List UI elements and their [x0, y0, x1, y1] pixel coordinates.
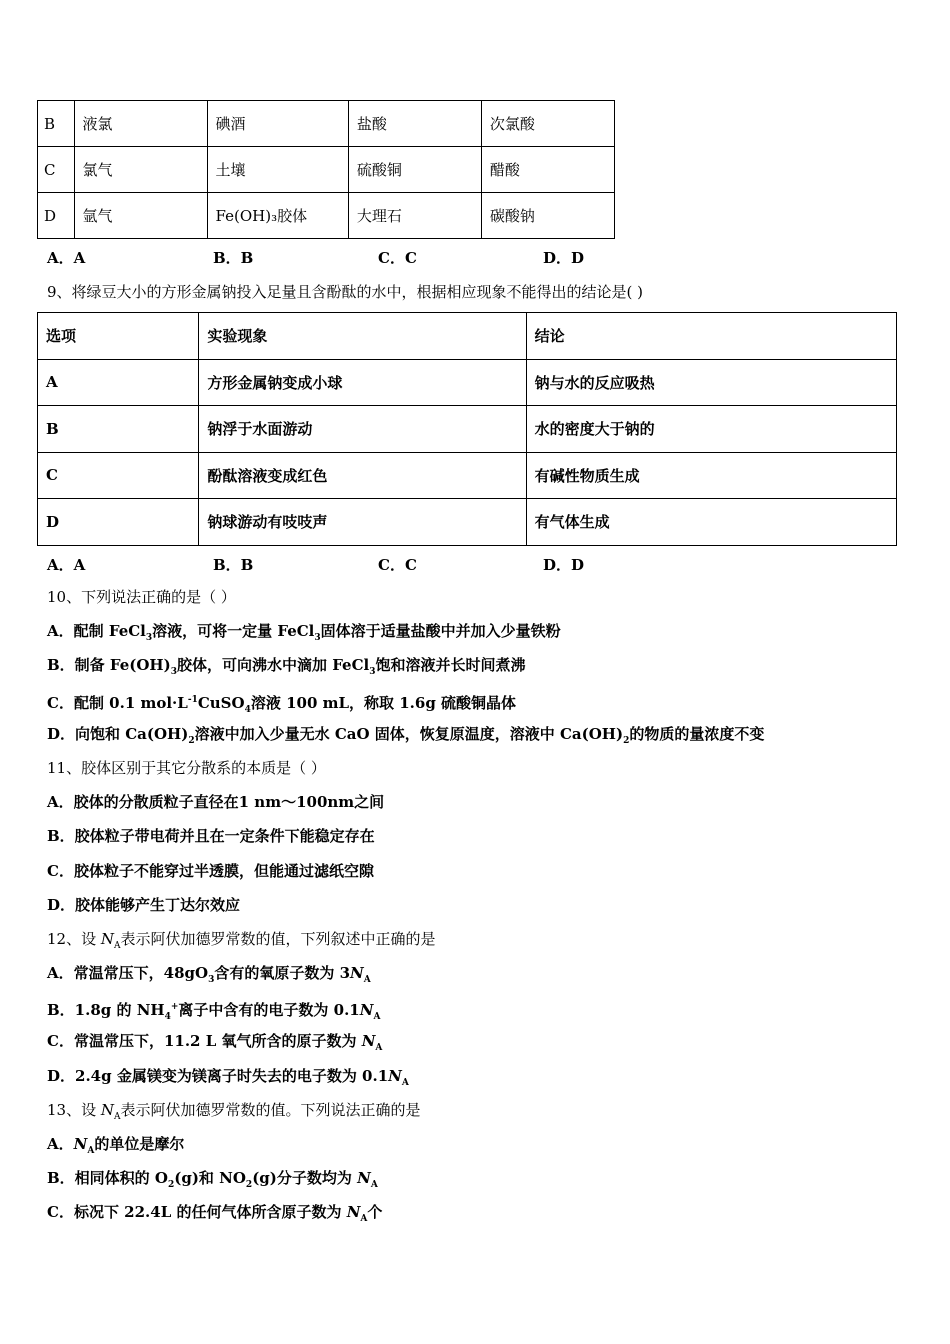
text-segment: 固体溶于适量盐酸中并加入少量铁粉 [320, 622, 561, 641]
table-row [38, 452, 897, 499]
q9-option-a: A．A [47, 556, 86, 574]
table-cell: C [38, 147, 75, 193]
table-cell: 方形金属钠变成小球 [199, 359, 526, 406]
text-segment: C．胶体粒子不能穿过半透膜，但能通过滤纸空隙 [47, 861, 374, 880]
text-segment: 个 [367, 1203, 383, 1222]
question-line [47, 995, 927, 1029]
question-line [47, 688, 927, 722]
table-row [38, 193, 615, 239]
text-segment: C．常温常压下，11.2 L 氧气所含的原子数为 [47, 1032, 362, 1051]
text-segment: 2 [188, 735, 195, 746]
text-segment: 离子中含有的电子数为 0.1 [178, 1001, 360, 1020]
text-segment: A [113, 1111, 121, 1122]
table-cell: 氯气 [74, 147, 207, 193]
text-segment: 13、设 [47, 1100, 101, 1119]
table-header-cell: 结论 [526, 313, 896, 360]
text-segment: A．胶体的分散质粒子直径在1 nm～100nm之间 [47, 793, 385, 812]
table-cell: 碘酒 [207, 101, 348, 147]
table-cell: 钠浮于水面游动 [199, 406, 526, 453]
table-cell: C [38, 452, 199, 499]
text-segment: 溶液 100 mL，称取 1.6g 硫酸铜晶体 [250, 693, 517, 712]
question-line [47, 653, 927, 687]
text-segment: A [401, 1077, 409, 1088]
question-lines [47, 585, 927, 1235]
text-segment: 的单位是摩尔 [94, 1135, 185, 1153]
question-line [47, 961, 927, 995]
table-cell: 酚酞溶液变成红色 [199, 452, 526, 499]
text-segment: 12、设 [47, 929, 101, 948]
text-segment: N [100, 929, 114, 948]
text-segment: 饱和溶液并长时间煮沸 [375, 656, 526, 675]
text-segment: N [73, 1135, 88, 1153]
q9-table [37, 312, 897, 546]
text-segment: B．胶体粒子带电荷并且在一定条件下能稳定存在 [47, 827, 375, 846]
text-segment: A [370, 1180, 378, 1191]
table-cell: B [38, 101, 75, 147]
text-segment: C．标况下 22.4L 的任何气体所含原子数为 [47, 1203, 347, 1222]
table-cell: 水的密度大于钠的 [526, 406, 896, 453]
q9-option-d: D．D [543, 556, 585, 574]
q8-option-a: A．A [47, 249, 86, 267]
table-cell: 醋酸 [481, 147, 614, 193]
text-segment: N [350, 964, 364, 983]
q8-option-d: D．D [543, 249, 585, 267]
text-segment: B．制备 Fe(OH) [47, 656, 171, 675]
text-segment: A [363, 975, 371, 986]
text-segment: 的物质的量浓度不变 [629, 724, 765, 743]
question-line [47, 927, 927, 961]
question-line [47, 1098, 927, 1132]
q8-table [37, 100, 615, 239]
text-segment: N [357, 1169, 371, 1188]
table-cell: 氩气 [74, 193, 207, 239]
table-header-cell: 实验现象 [199, 313, 526, 360]
text-segment: A [87, 1146, 95, 1156]
q9-stem: 9、将绿豆大小的方形金属钠投入足量且含酚酞的水中，根据相应现象不能得出的结论是( ) [47, 283, 644, 301]
question-line [47, 859, 927, 893]
text-segment: 溶液中加入少量无水 CaO 固体，恢复原温度，溶液中 Ca(OH) [194, 724, 624, 743]
text-segment: 3 [145, 633, 153, 644]
text-segment: 10、下列说法正确的是（ ） [47, 588, 236, 606]
question-line [47, 619, 927, 653]
table-cell: 土壤 [207, 147, 348, 193]
text-segment: D．向饱和 Ca(OH) [47, 724, 189, 743]
question-line [47, 1064, 927, 1098]
table-cell: 硫酸铜 [348, 147, 481, 193]
question-line [47, 1132, 927, 1166]
text-segment: N [346, 1203, 361, 1222]
text-segment: N [361, 1032, 376, 1051]
table-cell: Fe(OH)₃胶体 [207, 193, 348, 239]
text-segment: 4 [164, 1012, 171, 1023]
table-cell: 钠与水的反应吸热 [526, 359, 896, 406]
table-header-cell: 选项 [38, 313, 199, 360]
text-segment: -1 [187, 694, 198, 705]
q9-option-b: B．B [213, 556, 254, 574]
question-line [47, 1029, 927, 1063]
question-line [47, 1200, 927, 1234]
text-segment: A [360, 1214, 368, 1225]
question-line [47, 1166, 927, 1200]
text-segment: B．相同体积的 O [47, 1169, 168, 1188]
question-line [47, 585, 927, 619]
table-cell: D [38, 193, 75, 239]
text-segment: 2 [167, 1180, 175, 1191]
table-header-row [38, 313, 897, 360]
text-segment: (g)分子数均为 [252, 1169, 358, 1188]
table-row [38, 101, 615, 147]
text-segment: 3 [208, 975, 215, 986]
table-cell: 有气体生成 [526, 499, 896, 546]
question-line [47, 893, 927, 927]
q8-option-c: C．C [378, 249, 417, 267]
question-line [47, 824, 927, 858]
text-segment: 11、胶体区别于其它分散系的本质是（ ） [47, 758, 326, 777]
text-segment: 表示阿伏加德罗常数的值。下列说法正确的是 [120, 1100, 421, 1119]
text-segment: A [113, 940, 121, 951]
q8-option-b: B．B [213, 249, 254, 267]
table-cell: 碳酸钠 [481, 193, 614, 239]
q9-option-c: C．C [378, 556, 417, 574]
table-cell: B [38, 406, 199, 453]
table-cell: D [38, 499, 199, 546]
table-cell: 钠球游动有吱吱声 [199, 499, 526, 546]
text-segment: 2 [245, 1180, 253, 1191]
table-cell: 次氯酸 [481, 101, 614, 147]
text-segment: D．胶体能够产生丁达尔效应 [47, 895, 241, 914]
table-cell: 大理石 [348, 193, 481, 239]
text-segment: 溶液，可将一定量 FeCl [152, 622, 315, 641]
question-line [47, 756, 927, 790]
table-cell: 有碱性物质生成 [526, 452, 896, 499]
text-segment: 3 [314, 633, 321, 644]
table-row [38, 406, 897, 453]
text-segment: A．常温常压下，48gO [47, 964, 209, 983]
text-segment: B．1.8g 的 NH [47, 1001, 165, 1020]
table-row [38, 359, 897, 406]
text-segment: 3 [369, 667, 376, 678]
text-segment: A [373, 1012, 381, 1023]
text-segment: 含有的氧原子数为 3 [214, 964, 351, 983]
question-line [47, 790, 927, 824]
text-segment: N [100, 1100, 114, 1119]
text-segment: D．2.4g 金属镁变为镁离子时失去的电子数为 0.1 [47, 1066, 389, 1085]
text-segment: + [170, 1002, 179, 1013]
table-row [38, 147, 615, 193]
text-segment: A [375, 1043, 383, 1054]
table-cell: 液氯 [74, 101, 207, 147]
text-segment: A． [47, 1135, 74, 1153]
text-segment: C．配制 0.1 mol·L [47, 693, 188, 712]
text-segment: N [388, 1066, 402, 1085]
text-segment: 表示阿伏加德罗常数的值，下列叙述中正确的是 [120, 929, 436, 948]
text-segment: (g)和 NO [174, 1169, 246, 1188]
table-cell: A [38, 359, 199, 406]
text-segment: 2 [623, 735, 630, 746]
text-segment: 3 [170, 667, 177, 678]
text-segment: N [359, 1001, 374, 1020]
table-cell: 盐酸 [348, 101, 481, 147]
table-row [38, 499, 897, 546]
text-segment: A．配制 FeCl [47, 622, 146, 641]
question-line [47, 722, 927, 756]
text-segment: 胶体，可向沸水中滴加 FeCl [176, 656, 370, 675]
text-segment: 4 [244, 704, 251, 715]
text-segment: CuSO [197, 693, 245, 712]
